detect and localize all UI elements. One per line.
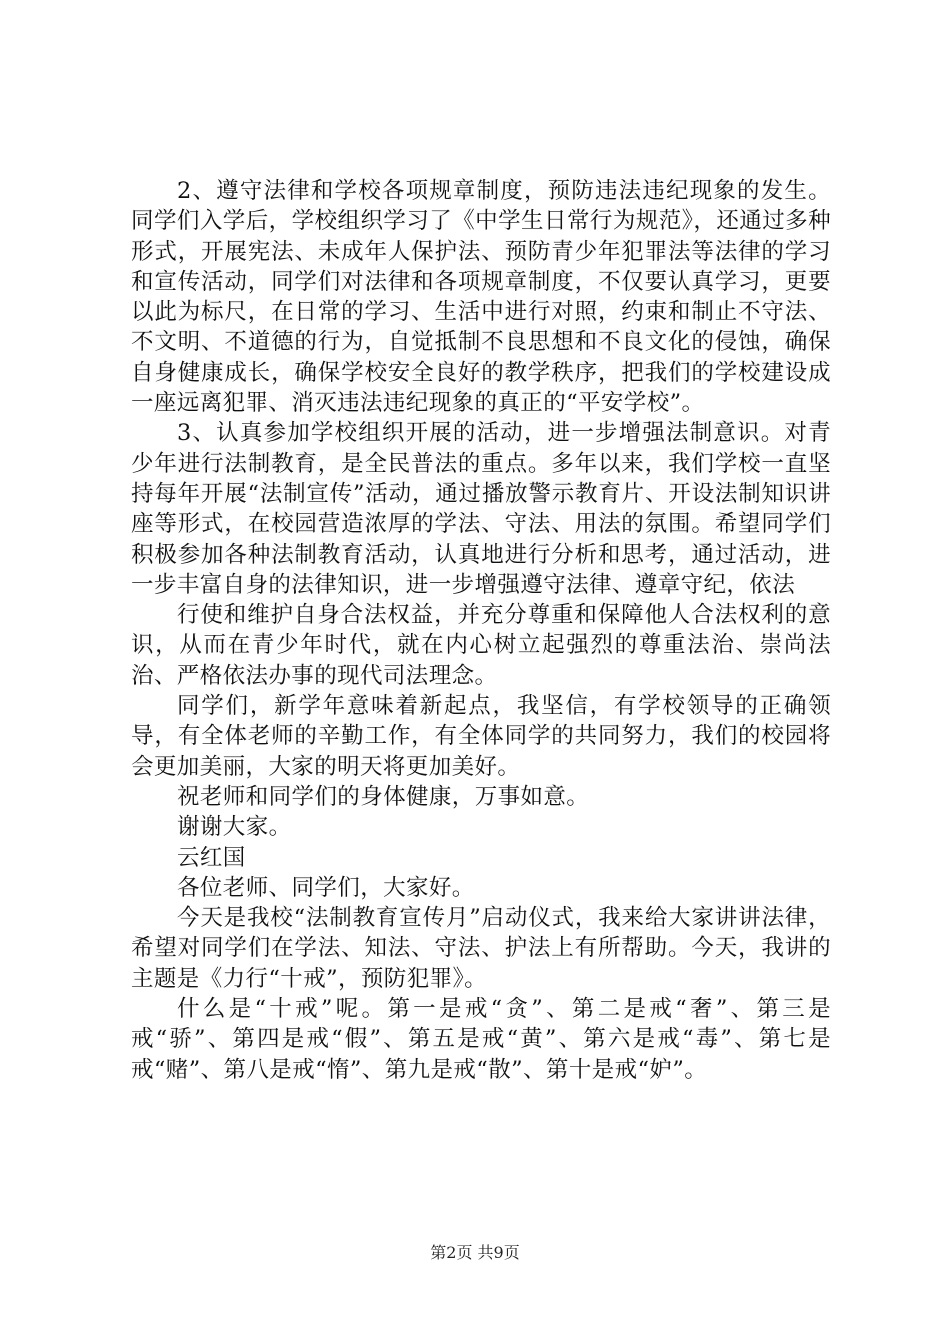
paragraph-topic: 今天是我校“法制教育宣传月”启动仪式，我来给大家讲讲法律，希望对同学们在学法、知法、守法、护法上有所帮助。今天，我讲的主题是《力行“十戒”，预防犯罪》。	[131, 905, 831, 992]
paragraph-activities: 3、认真参加学校组织开展的活动，进一步增强法制意识。对青少年进行法制教育，是全民普法的重点。多年以来，我们学校一直坚持每年开展“法制宣传”活动，通过播放警示教育片、开设法制知识讲座等形式，在校园营造浓厚的学法、守法、用法的氛围。希望同学们积极参加各种法制教育活动，认真地进行分析和思考，通过活动，进一步丰富自身的法律知识，进一步增强遵守法律、遵章守纪，依法	[131, 420, 831, 598]
paragraph-wishes: 祝老师和同学们的身体健康，万事如意。	[177, 783, 590, 810]
paragraph-rights: 行使和维护自身合法权益，并充分尊重和保障他人合法权利的意识，从而在青少年时代，就在内心树立起强烈的尊重法治、崇尚法治、严格依法办事的现代司法理念。	[131, 602, 831, 689]
paragraph-ten-precepts: 什么是“十戒”呢。第一是戒“贪”、第二是戒“奢”、第三是戒“骄”、第四是戒“假”、第五是戒“黄”、第六是戒“毒”、第七是戒“赌”、第八是戒“惰”、第九是戒“散”、第十是戒“妒”。	[131, 996, 831, 1083]
paragraph-greeting: 各位老师、同学们，大家好。	[177, 874, 475, 901]
paragraph-rules: 2、遵守法律和学校各项规章制度，预防违法违纪现象的发生。同学们入学后，学校组织学习了《中学生日常行为规范》，还通过多种形式，开展宪法、未成年人保护法、预防青少年犯罪法等法律的学习和宣传活动，同学们对法律和各项规章制度，不仅要认真学习，更要以此为标尺，在日常的学习、生活中进行对照，约束和制止不守法、不文明、不道德的行为，自觉抵制不良思想和不良文化的侵蚀，确保自身健康成长，确保学校安全良好的教学秩序，把我们的学校建设成一座远离犯罪、消灭违法违纪现象的真正的“平安学校”。	[131, 178, 831, 417]
paragraph-new-year: 同学们，新学年意味着新起点，我坚信，有学校领导的正确领导，有全体老师的辛勤工作，有全体同学的共同努力，我们的校园将会更加美丽，大家的明天将更加美好。	[131, 693, 831, 780]
paragraph-thanks: 谢谢大家。	[177, 814, 292, 841]
author-name: 云红国	[177, 844, 246, 871]
document-body	[131, 176, 831, 1085]
page-number: 第2页 共9页	[430, 1243, 520, 1262]
